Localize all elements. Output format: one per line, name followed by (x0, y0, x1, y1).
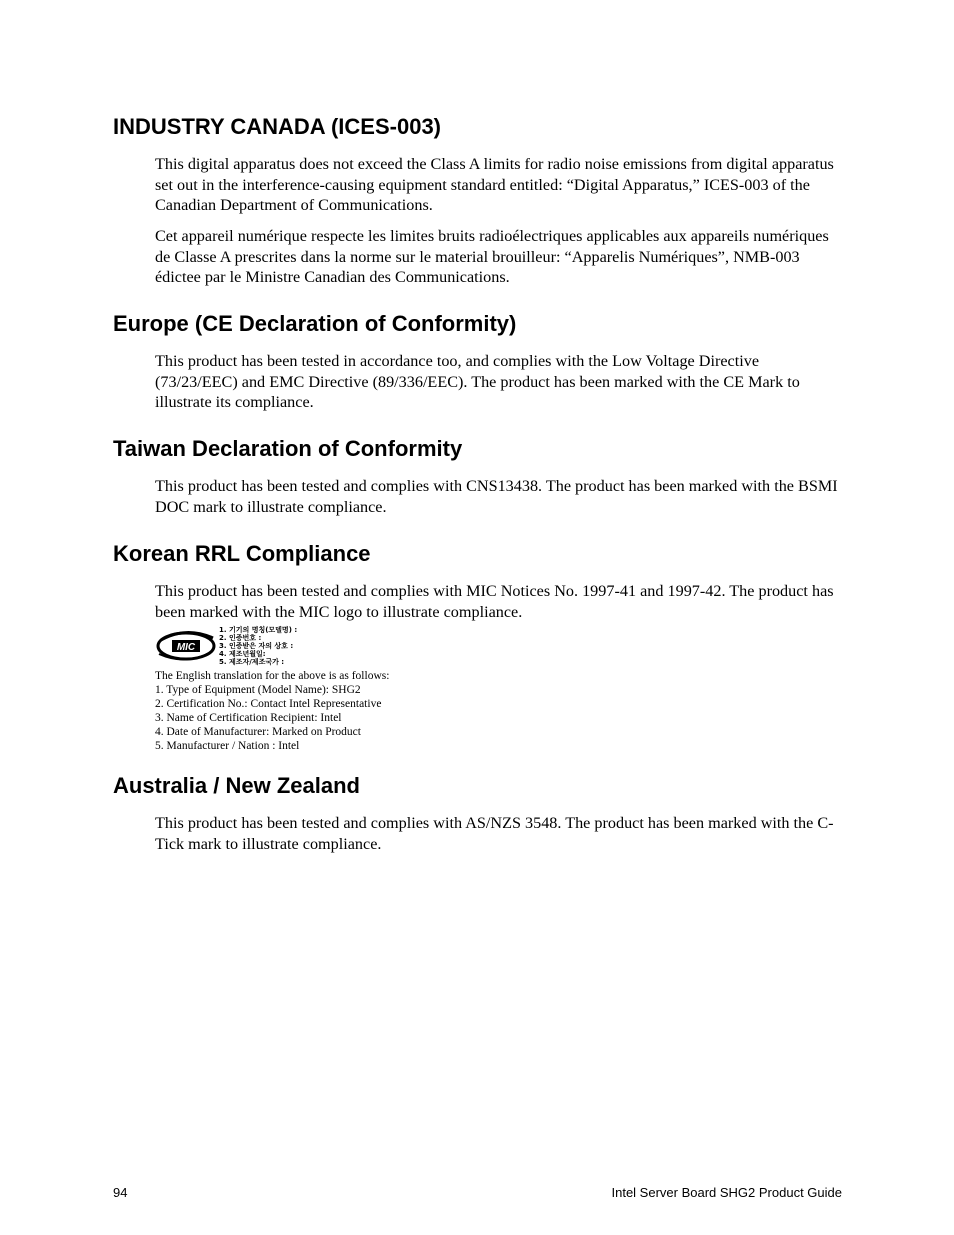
mic-korean-line: 3. 인증받은 자의 상호 : (219, 642, 294, 650)
para-ices-english: This digital apparatus does not exceed the Class A limits for radio noise emissions from digital apparatus set out in the interference-causing equipment standard entitled: “Digital Apparatus,” ICES-003 of the Canadian Department of Communications. (155, 155, 834, 214)
heading-europe-ce: Europe (CE Declaration of Conformity) (113, 311, 517, 336)
footer-page-number: 94 (113, 1185, 128, 1200)
translation-line: 2. Certification No.: Contact Intel Representative (155, 698, 382, 710)
translation-line: 1. Type of Equipment (Model Name): SHG2 (155, 684, 361, 696)
mic-logo-icon (155, 628, 217, 662)
translation-line: 4. Date of Manufacturer: Marked on Product (155, 726, 361, 738)
heading-korean-rrl: Korean RRL Compliance (113, 541, 371, 566)
mic-korean-line: 1. 기기의 명칭(모델명) : (219, 626, 298, 634)
para-australia-nz: This product has been tested and complies with AS/NZS 3548. The product has been marked with the C-Tick mark to illustrate compliance. (155, 814, 834, 853)
mic-translation (155, 669, 389, 753)
heading-taiwan: Taiwan Declaration of Conformity (113, 436, 463, 461)
mic-korean-line: 5. 제조자/제조국가 : (219, 658, 285, 666)
translation-list (155, 683, 389, 753)
para-taiwan: This product has been tested and complies with CNS13438. The product has been marked with the BSMI DOC mark to illustrate compliance. (155, 477, 838, 516)
mic-label-block (155, 626, 415, 668)
translation-intro: The English translation for the above is as follows: (155, 670, 390, 682)
translation-line: 3. Name of Certification Recipient: Intel (155, 712, 342, 724)
mic-logo-text: MIC (176, 642, 196, 653)
mic-korean-line: 2. 인증번호 : (219, 634, 262, 642)
mic-korean-list (219, 626, 297, 666)
footer-document-title: Intel Server Board SHG2 Product Guide (611, 1185, 842, 1200)
para-ices-french: Cet appareil numérique respecte les limites bruits radioélectriques applicables aux appareils numériques de Classe A prescrites dans la norme sur le material brouilleur: “Apparelis Numériques”, NMB-003 édictee par le Ministre Canadian des Communications. (155, 227, 829, 286)
para-korean-rrl: This product has been tested and complies with MIC Notices No. 1997-41 and 1997-42. The product has been marked with the MIC logo to illustrate compliance. (155, 582, 834, 621)
heading-industry-canada: INDUSTRY CANADA (ICES-003) (113, 114, 442, 139)
mic-korean-line: 4. 제조년월일: (219, 650, 266, 658)
translation-line: 5. Manufacturer / Nation : Intel (155, 740, 300, 752)
para-europe-ce: This product has been tested in accordance too, and complies with the Low Voltage Directive (73/23/EEC) and EMC Directive (89/336/EEC). The product has been marked with the CE Mark to illustrate its compliance. (155, 352, 800, 411)
heading-australia-nz: Australia / New Zealand (113, 773, 360, 798)
